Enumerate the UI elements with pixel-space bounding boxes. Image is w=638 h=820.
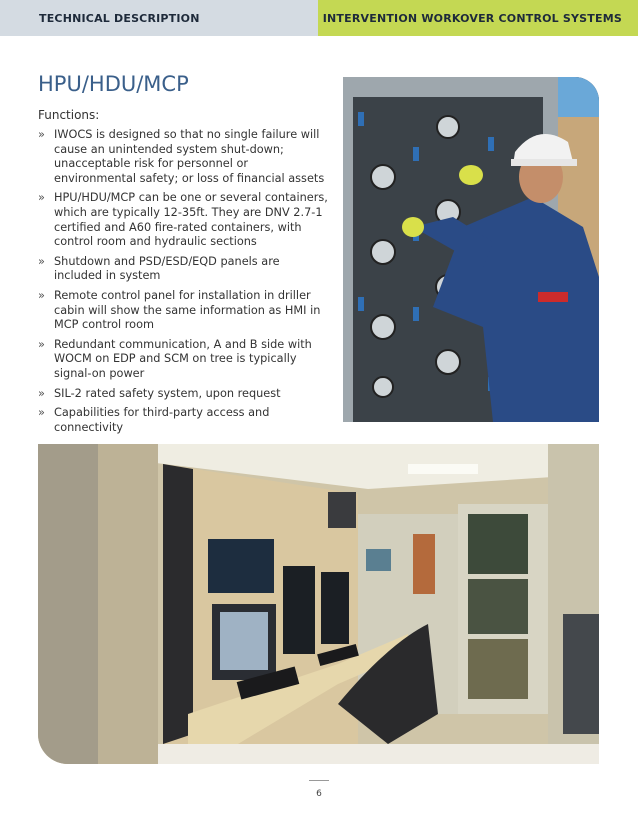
header-left-band bbox=[0, 0, 318, 36]
functions-list bbox=[38, 128, 330, 440]
section-label: TECHNICAL DESCRIPTION bbox=[39, 12, 200, 25]
photo-worker-at-panel bbox=[343, 77, 599, 422]
photo-control-room bbox=[38, 444, 599, 764]
list-item: » Remote control panel for installation in driller cabin will show the same information as HMI in MCP control room bbox=[38, 289, 330, 333]
list-item: » Redundant communication, A and B side with WOCM on EDP and SCM on tree is typically signal-on power bbox=[38, 338, 330, 382]
list-item: » HPU/HDU/MCP can be one or several containers, which are typically 12-35ft. They are DNV 2.7-1 certified and A60 fire-rated containers, with control room and hydraulic sections bbox=[38, 191, 330, 249]
page-number: 6 bbox=[316, 789, 322, 799]
list-item: » Capabilities for third-party access and connectivity bbox=[38, 406, 330, 435]
document-label: INTERVENTION WORKOVER CONTROL SYSTEMS bbox=[322, 12, 622, 25]
functions-heading: Functions: bbox=[38, 108, 100, 122]
footer-divider bbox=[309, 780, 329, 781]
page-title: HPU/HDU/MCP bbox=[38, 72, 189, 96]
list-item: » SIL-2 rated safety system, upon request bbox=[38, 387, 330, 402]
list-item: » Shutdown and PSD/ESD/EQD panels are included in system bbox=[38, 255, 330, 284]
list-item: » IWOCS is designed so that no single failure will cause an unintended system shut-down; unacceptable risk for personnel or environmental safety; or loss of financial assets bbox=[38, 128, 330, 186]
header-right-band bbox=[318, 0, 638, 36]
page-header bbox=[0, 0, 638, 36]
